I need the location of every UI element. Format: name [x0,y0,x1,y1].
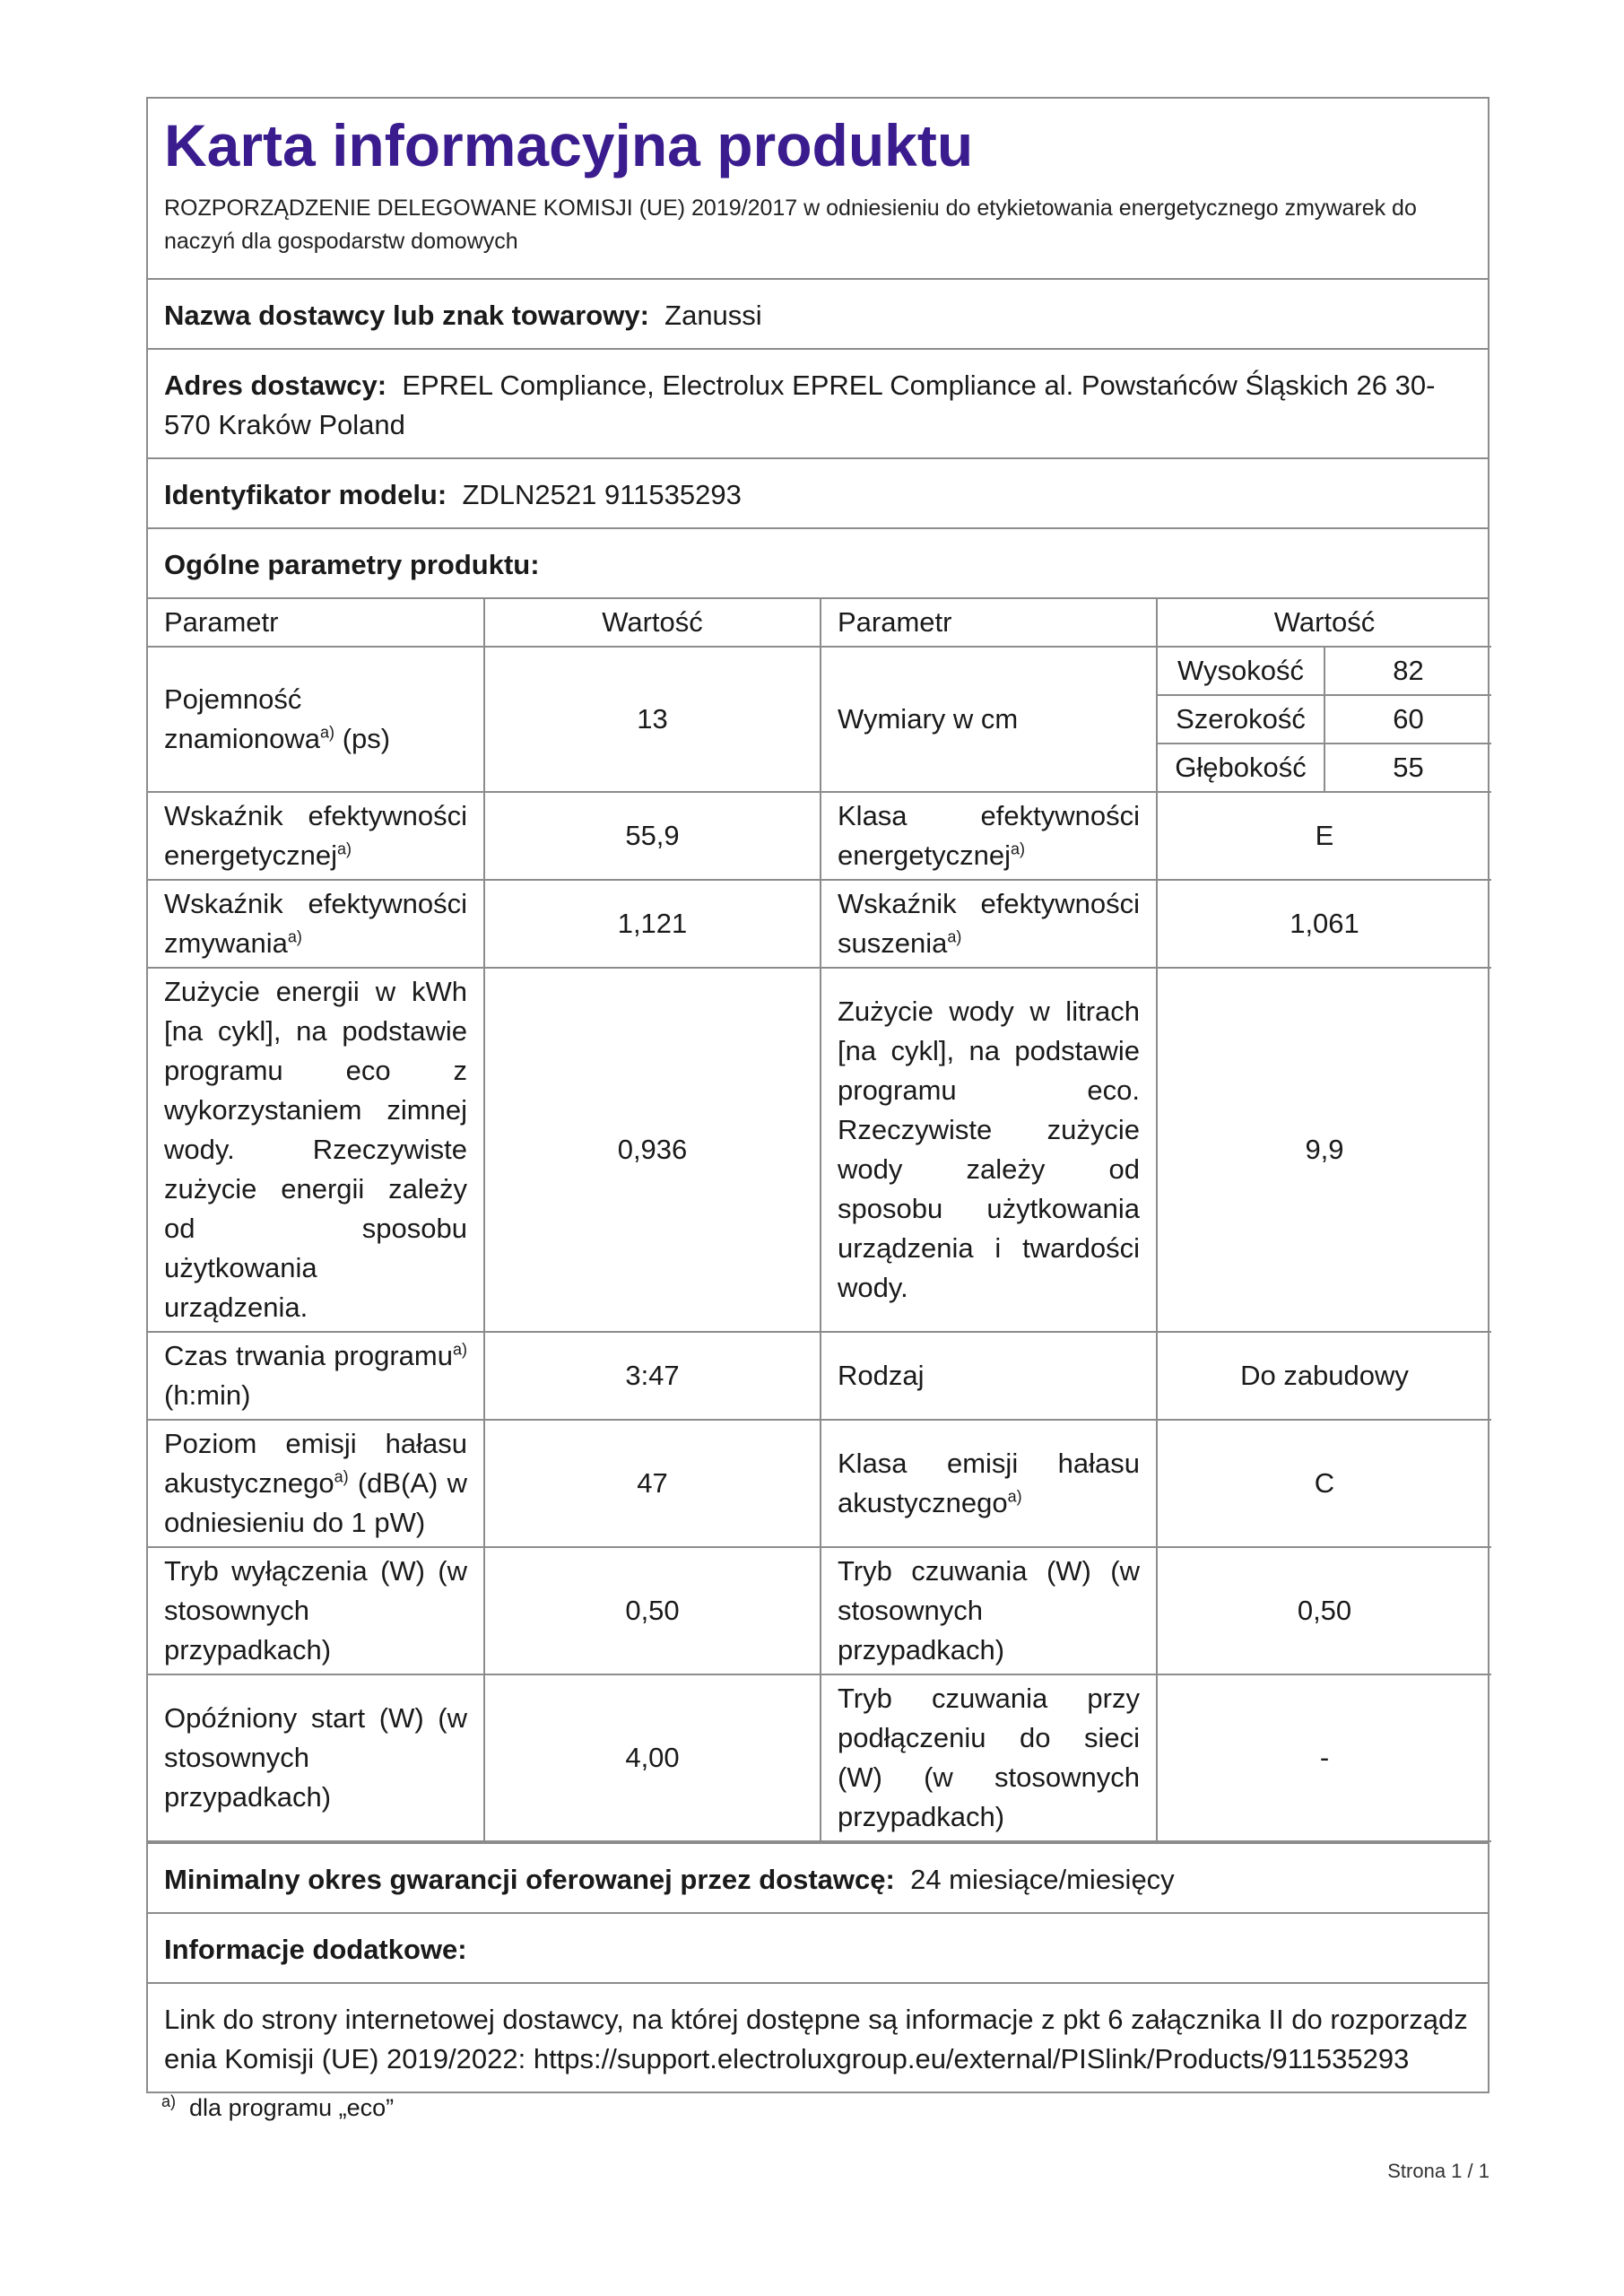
param-value: - [1157,1674,1491,1841]
dimension-value: 60 [1324,695,1491,744]
param-value: Do zabudowy [1157,1332,1491,1420]
header-cell: Parametr [821,599,1157,647]
param-value: 3:47 [484,1332,821,1420]
header-cell: Parametr [148,599,484,647]
table-row [148,647,1491,792]
table-row [148,1420,1491,1547]
param-label-cell [148,880,484,968]
param-label: Klasa emisji hałasu akustycznego [838,1448,1140,1518]
param-value: 4,00 [484,1674,821,1841]
header-cell: Wartość [1157,599,1491,647]
param-label: Opóźniony start (W) (w stosownych przypadkach) [164,1702,467,1813]
param-label: Poziom emisji hałasu akustycznego [164,1428,467,1499]
param-label-cell [821,1674,1157,1841]
param-label: Tryb wyłączenia (W) (w stosownych przypadkach) [164,1555,467,1665]
param-value: 0,50 [484,1547,821,1674]
capacity-value: 13 [484,647,821,792]
param-value: 0,936 [484,968,821,1332]
param-value: 1,121 [484,880,821,968]
table-row [148,1547,1491,1674]
param-label: Rodzaj [838,1360,925,1391]
params-section [148,599,1488,1844]
param-label: Zużycie wody w litrach [na cykl], na podstawie programu eco. Rzeczywiste zużycie wody zależy od sposobu użytkowania urządzenia i twardości wody. [838,996,1140,1303]
footnote-mark: a) [1011,839,1026,858]
table-header-row [148,599,1491,647]
dimension-row [1158,744,1491,791]
footnote-mark: a) [161,2092,177,2110]
table-row [148,880,1491,968]
footnote-mark: a) [947,927,962,946]
param-label-cell [821,1420,1157,1547]
dimensions-label: Wymiary w cm [821,647,1157,792]
param-value: 1,061 [1157,880,1491,968]
param-label-cell [148,1674,484,1841]
footnote-mark: a) [337,839,352,858]
warranty-row [148,1844,1488,1914]
param-label: Tryb czuwania (W) (w stosownych przypadkach) [838,1555,1140,1665]
param-value: C [1157,1420,1491,1547]
additional-info-text-row [148,1984,1488,2092]
param-label-cell [148,1332,484,1420]
param-value: 9,9 [1157,968,1491,1332]
model-value: ZDLN2521 911535293 [462,479,742,510]
param-label-cell [148,1420,484,1547]
capacity-label-cell [148,647,484,792]
param-label: Klasa efektywności energetycznej [838,800,1140,871]
address-label: Adres dostawcy: [164,370,387,401]
param-label-cell [821,880,1157,968]
additional-info-text: Link do strony internetowej dostawcy, na której dostępne są informacje z pkt 6 załącznika II do rozporządzenia Komisji (UE) 2019/2022: https://support.electroluxgroup.eu/external/PISlink/Products/911535293 [164,2004,1468,2074]
address-row [148,350,1488,459]
param-label: Wskaźnik efektywności zmywania [164,888,467,959]
footnote-text: dla programu „eco” [189,2094,395,2121]
param-label-cell [148,1547,484,1674]
regulation-subtitle: ROZPORZĄDZENIE DELEGOWANE KOMISJI (UE) 2019/2017 w odniesieniu do etykietowania energetycznego zmywarek do naczyń dla gospodarstw domowych [164,196,1417,254]
header-section [148,99,1488,280]
table-row [148,1332,1491,1420]
param-label-cell [821,1332,1157,1420]
param-value: 55,9 [484,792,821,880]
param-label-cell [821,792,1157,880]
param-rows [148,792,1491,1841]
param-label: Wskaźnik efektywności suszenia [838,888,1140,959]
param-unit: (dB(A) w odniesieniu do 1 pW) [164,1467,467,1538]
dimensions-table [1158,648,1491,791]
dimension-name: Wysokość [1158,648,1324,695]
table-row [148,792,1491,880]
dimension-value: 55 [1324,744,1491,791]
capacity-label: Pojemność znamionowa [164,683,321,754]
footnote-mark: a) [1007,1487,1022,1506]
model-label: Identyfikator modelu: [164,479,447,510]
dimension-value: 82 [1324,648,1491,695]
dimension-row [1158,695,1491,744]
params-table [148,599,1491,1842]
product-sheet [146,97,1489,2093]
general-params-row [148,529,1488,599]
footnote-mark: a) [320,723,335,742]
param-value: 47 [484,1420,821,1547]
footnote-mark: a) [452,1340,467,1359]
param-label-cell [821,1547,1157,1674]
dimensions-cell [1157,647,1491,792]
footnote [161,2094,394,2122]
table-row [148,1674,1491,1841]
supplier-row [148,280,1488,350]
param-label: Zużycie energii w kWh [na cykl], na podstawie programu eco z wykorzystaniem zimnej wody. Rzeczywiste zużycie energii zależy od sposobu użytkowania urządzenia. [164,976,467,1323]
param-label-cell [821,968,1157,1332]
dimension-name: Szerokość [1158,695,1324,744]
page-title: Karta informacyjna produktu [164,112,974,178]
param-label-cell [148,968,484,1332]
supplier-label: Nazwa dostawcy lub znak towarowy: [164,300,649,331]
additional-info-row [148,1914,1488,1984]
dimension-name: Głębokość [1158,744,1324,791]
table-row [148,968,1491,1332]
warranty-value: 24 miesiące/miesięcy [910,1864,1175,1895]
additional-info-label: Informacje dodatkowe: [164,1934,467,1965]
dimension-row [1158,648,1491,695]
footnote-mark: a) [287,927,302,946]
page-number: Strona 1 / 1 [1387,2160,1489,2182]
param-label-cell [148,792,484,880]
param-unit: (h:min) [164,1379,251,1411]
footnote-mark: a) [334,1467,349,1486]
param-label: Tryb czuwania przy podłączeniu do sieci (W) (w stosownych przypadkach) [838,1683,1140,1832]
param-label: Wskaźnik efektywności energetycznej [164,800,467,871]
address-value: EPREL Compliance, Electrolux EPREL Compliance al. Powstańców Śląskich 26 30-570 Kraków Poland [164,370,1436,440]
general-params-label: Ogólne parametry produktu: [164,549,540,580]
supplier-value: Zanussi [664,300,762,331]
model-row [148,459,1488,529]
param-label: Czas trwania programu [164,1340,453,1371]
header-cell: Wartość [484,599,821,647]
param-value: 0,50 [1157,1547,1491,1674]
capacity-unit: (ps) [342,723,391,754]
warranty-label: Minimalny okres gwarancji oferowanej przez dostawcę: [164,1864,895,1895]
param-value: E [1157,792,1491,880]
